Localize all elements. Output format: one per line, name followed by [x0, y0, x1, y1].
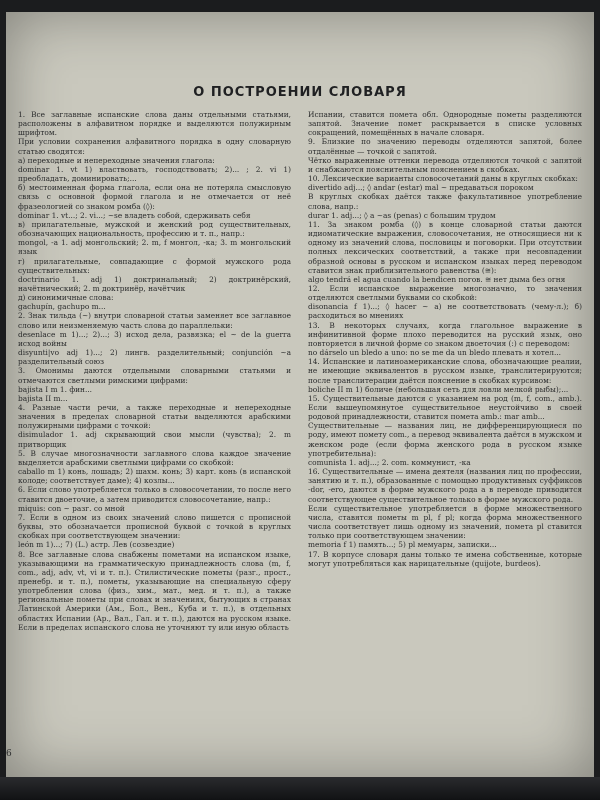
paragraph: león m 1)...; 7) (L.) астр. Лев (созвездие): [18, 540, 175, 550]
paragraph: caballo m 1) конь, лошадь; 2) шахм. конь; 3) карт. конь (в испанской колоде; соответствует даме); 4) козлы...: [18, 467, 291, 486]
paragraph: В круглых скобках даётся также факультативное употребление слова, напр.:: [308, 192, 582, 211]
paragraph: а) переходные и непереходные значения глагола:: [18, 155, 215, 165]
paragraph: 3. Омонимы даются отдельными словарными статьями и отмечаются светлыми римскими цифрами:: [18, 366, 291, 385]
paragraph: в) прилагательные, мужской и женский род существительных, обозначающих национальность, профессию и т. п., напр.:: [18, 219, 291, 239]
paragraph: 17. В корпусе словаря даны только те имена собственные, которые могут употребляться как нарицательные (quijote, burdeos).: [308, 549, 582, 568]
paragraph: 15. Существительные даются с указанием на род (m, f, com., amb.). Если вышеупомянутое существительное неустойчиво в своей родовой принадлежности, ставится помета amb.: mar amb...: [308, 393, 582, 422]
paragraph: 11. За знаком ромба (◊) в конце словарной статьи даются идиоматические выражения, словосочетания, не относящиеся ни к одному из значений слова, пословицы и поговорки. При отсутствии полных лексических соответствий, а также при несовпадении образной основы в русском и испанском языках перед переводом ставится знак приблизительного равенства (≅):: [308, 219, 582, 275]
paragraph: miquis: con ~ разг. со мной: [18, 503, 125, 513]
paragraph: Существительные — названия лиц, не дифференцирующиеся по роду, имеют помету com., а перевод эквивалента даётся в мужском и женском роде (если форма женского рода в русском языке употребительна):: [308, 421, 582, 458]
paragraph: д) синонимичные слова:: [18, 293, 114, 303]
paragraph: 1. Все заглавные испанские слова даны отдельными статьями, расположены в алфавитном порядке и выделяются полужирным шрифтом.: [18, 110, 291, 138]
paragraph: 5. В случае многозначности заглавного слова каждое значение выделяется арабскими светлыми цифрами со скобкой:: [18, 448, 291, 467]
paragraph: Если существительное употребляется в форме множественного числа, ставятся пометы m pl, f pl; когда форма множественного числа соответствует лишь одному из значений, помета pl ставится только при соответствующем значении:: [308, 503, 582, 541]
paragraph: memoria f 1) память...; 5) pl мемуары, записки...: [308, 540, 497, 550]
book-edge-shadow: [0, 777, 600, 800]
paragraph: no dárselo un bledo a uno: no se me da un bledo плевать я хотел...: [308, 348, 562, 358]
paragraph: boliche II m 1) боличе (небольшая сеть для ловли мелкой рыбы);...: [308, 384, 569, 394]
paragraph: bajista I m 1. фин...: [18, 384, 93, 394]
right-column: [308, 110, 582, 760]
paragraph: dominar 1. vt 1) властвовать, господствовать; 2)... ; 2. vi 1) преобладать, доминировать;...: [18, 164, 291, 184]
dictionary-page: [6, 12, 594, 777]
paragraph: gachupín, gachupo m...: [18, 302, 106, 312]
paragraph: 9. Близкие по значению переводы отделяются запятой, более отдалённые — точкой с запятой.: [308, 137, 582, 156]
paragraph: divertido adj...; ◊ andar (estar) mal ~ предаваться пороком: [308, 183, 534, 193]
paragraph: doctrinario 1. adj 1) доктринальный; 2) доктринёрский, начётнический; 2. m доктринёр, начётчик: [18, 274, 291, 293]
paragraph: durar 1. adj...; ◊ a ~as (penas) с большим трудом: [308, 210, 496, 220]
paragraph: 16. Существительные — имена деятеля (названия лиц по профессии, занятию и т. п.), образованные с помощью продуктивных суффиксов -dor, -ero, даются в форме мужского рода а в переводе приводится соответствующее существительное только в форме мужского рода.: [308, 467, 582, 504]
paragraph: comunista 1. adj...; 2. com. коммунист, -ка: [308, 457, 471, 467]
page-title: О ПОСТРОЕНИИ СЛОВАРЯ: [193, 85, 407, 100]
paragraph: Испании, ставится помета обл. Однородные пометы разделяются запятой. Значение помет раскрывается в списке условных сокращений, помещённых в начале словаря.: [308, 110, 582, 138]
paragraph: disimulador 1. adj скрывающий свои мысли (чувства); 2. m притворщик: [18, 430, 291, 449]
paragraph: 12. Если испанское выражение многозначно, то значения отделяются светлыми буквами со скобкой:: [308, 283, 582, 303]
paragraph: algo tendrá el agua cuando la bendicen погов. ≅ нет дыма без огня: [308, 274, 566, 284]
paragraph: 2. Знак тильда (~) внутри словарной статьи заменяет все заглавное слово или неизменяемую часть слова до параллельки:: [18, 311, 291, 330]
paragraph: 14. Испанские и латиноамериканские слова, обозначающие реалии, не имеющие эквивалентов в русском языке, транслитерируются; после транслитерации даётся пояснение в скобках курсивом:: [308, 357, 582, 385]
page-number: 6: [6, 749, 12, 759]
paragraph: 4. Разные части речи, а также переходные и непереходные значения в пределах словарной статьи выделяются арабскими полужирными цифрами с точкой:: [18, 403, 291, 431]
paragraph: 7. Если в одном из своих значений слово пишется с прописной буквы, это обозначается прописной буквой с точкой в круглых скобках при соответствующем значении:: [18, 512, 291, 541]
paragraph: 10. Лексические варианты словосочетаний даны в круглых скобках:: [308, 174, 578, 184]
paragraph: Чётко выраженные оттенки перевода отделяются точкой с запятой и снабжаются пояснительным пояснением в скобках.: [308, 155, 582, 174]
paragraph: 6. Если слово употребляется только в словосочетании, то после него ставится двоеточие, а затем приводится словосочетание, напр.:: [18, 485, 291, 504]
paragraph: 13. В некоторых случаях, когда глагольное выражение в инфинитивной форме плохо переводится на русский язык, оно повторяется в личной форме со знаком двоеточия (:) с переводом:: [308, 320, 582, 348]
paragraph: При условии сохранения алфавитного порядка в одну словарную статью сводятся:: [18, 137, 291, 156]
paragraph: disyunti|vo adj 1)...; 2) лингв. разделительный; conjunción ~a разделительный союз: [18, 348, 291, 367]
paragraph: dominar 1. vt...; 2. vi...; ~se владеть собой, сдерживать себя: [18, 210, 251, 220]
paragraph: bajista II m...: [18, 393, 68, 403]
paragraph: 8. Все заглавные слова снабжены пометами на испанском языке, указывающими на грамматическую принадлежность слова (m, f, com., adj, adv, vt, vi и т. п.). Стилистические пометы (разг., прост., пренебр. и т. п.), пометы, указывающие на специальную сферу употребления слова (физ., хим., мат., мед. и т. п.), а также региональные пометы при словах и значениях, бытующих в странах Латинской Америки (Ам., Бол., Вен., Куба и т. п.), в отдельных областях Испании (Ар., Вал., Гал. и т. п.), даются на русском языке. Если в пределах испанского слова не уточняют ту или иную область: [18, 549, 291, 632]
paragraph: г) прилагательные, совпадающие с формой мужского рода существительных:: [18, 256, 291, 275]
paragraph: mongol, -a 1. adj монгольский; 2. m, f монгол, -ка; 3. m монгольский язык: [18, 238, 291, 257]
paragraph: disonancia f 1)...; ◊ hacer ~ a) не соответствовать (чему-л.); б) расходиться во мнениях: [308, 302, 582, 321]
paragraph: desenlace m 1)...; 2)...; 3) исход дела, развязка; el ~ de la guerra исход войны: [18, 329, 291, 348]
paragraph: б) местоименная форма глагола, если она не потеряла смысловую связь с основной формой глагола и не отмечается от неё фразеологией со знаком ромба (◊):: [18, 183, 291, 211]
left-column: [18, 110, 291, 760]
